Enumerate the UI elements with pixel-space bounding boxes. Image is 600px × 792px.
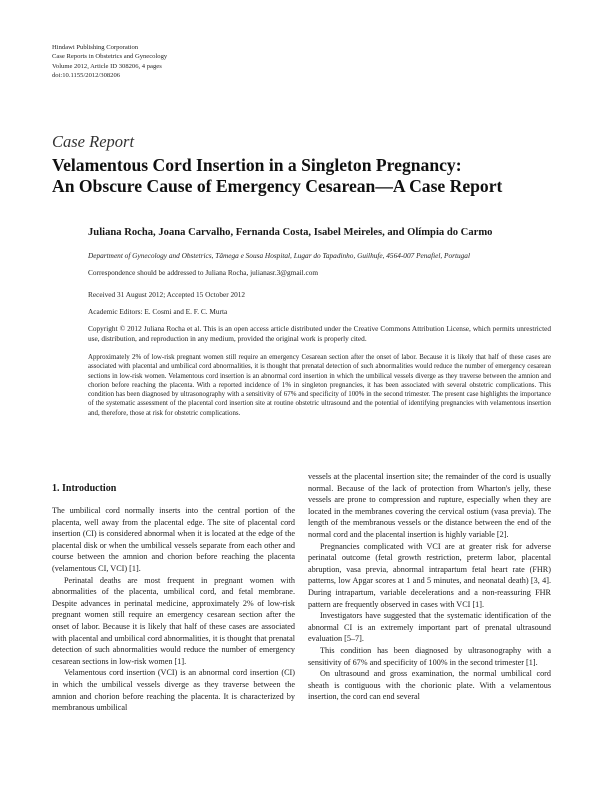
affiliation: Department of Gynecology and Obstetrics, Tâmega e Sousa Hospital, Lugar do Tapadinho, Guilhufe, 4564-007 Penafiel, Portugal — [88, 251, 470, 260]
paragraph: On ultrasound and gross examination, the normal umbilical cord sheath is contiguous with the chorionic plate. With a velamentous insertion, the cord can end several — [308, 669, 551, 702]
paragraph: Pregnancies complicated with VCI are at greater risk for adverse perinatal outcome (fetal growth restriction, preterm labor, placental abruption, vasa previa, abnormal intrapartum fetal heart rate (FHR) patterns, low Apgar scores at 1 and 5 minutes, and neonatal death) [3, 4]. During intrapartum, variable decelerations and a non-reassuring FHR pattern are frequently observed in cases with VCI [1]. — [308, 541, 551, 609]
author-list: Juliana Rocha, Joana Carvalho, Fernanda Costa, Isabel Meireles, and Olímpia do Carmo — [88, 227, 493, 238]
article-title — [52, 155, 502, 197]
doi: doi:10.1155/2012/308206 — [52, 71, 121, 79]
title-line-1: Velamentous Cord Insertion in a Singleton Pregnancy: — [52, 155, 462, 175]
paragraph: The umbilical cord normally inserts into the central portion of the placenta, well away from the placental edge. The site of placental cord insertion (CI) is considered abnormal when it is located at the edge of the placental disk or when the umbilical vessels separate from each other and course between the amnion and chorion before reaching the placenta (velamentous CI, VCI) [1]. — [52, 506, 295, 573]
body-column-right — [308, 471, 551, 703]
paragraph: Perinatal deaths are most frequent in pregnant women with abnormalities of the placenta, umbilical cord, and fetal membrane. Despite advances in perinatal medicine, approximately 2% of low-risk pregnant women still require an emergency cesarean section after the onset of labor. Because it is likely that half of these cases are associated with placental and umbilical cord abnormalities, it is thought that prenatal detection of such abnormalities would reduce the number of emergency cesarean sections in low-risk women [1]. — [52, 575, 295, 666]
correspondence: Correspondence should be addressed to Juliana Rocha, julianasr.3@gmail.com — [88, 268, 319, 277]
journal-name: Case Reports in Obstetrics and Gynecology — [52, 53, 168, 61]
paragraph: Velamentous cord insertion (VCI) is an abnormal cord insertion (CI) in which the umbilical vessels diverge as they traverse between the amnion and chorion before reaching the placenta. It is characterized by membranous umbilical — [52, 668, 295, 713]
paragraph: This condition has been diagnosed by ultrasonography with a sensitivity of 67% and specificity of 100% in the second trimester [1]. — [308, 645, 551, 667]
paragraph: Investigators have suggested that the systematic identification of the abnormal CI is an extremely important part of prenatal ultrasound evaluation [5–7]. — [308, 611, 551, 644]
article-type-label: Case Report — [52, 132, 135, 151]
paragraph: vessels at the placental insertion site; the remainder of the cord is usually normal. Because of the lack of protection from Wharton's jelly, these vessels are prone to compression and rupture, especially when they are located in the membranes covering the cervical ostium (vasa previa). The length of the membranous vessels or the distance between the end of the normal cord and the placental insertion is highly variable [2]. — [308, 472, 551, 539]
section-heading-introduction: 1. Introduction — [52, 483, 117, 494]
body-column-left — [52, 483, 295, 714]
publisher-name: Hindawi Publishing Corporation — [52, 44, 139, 51]
title-line-2: An Obscure Cause of Emergency Cesarean—A Case Report — [52, 176, 503, 196]
received-accepted-dates: Received 31 August 2012; Accepted 15 October 2012 — [88, 290, 246, 299]
journal-masthead — [52, 43, 167, 80]
academic-editors: Academic Editors: E. Cosmi and E. F. C. Murta — [88, 307, 228, 316]
abstract: Approximately 2% of low-risk pregnant women still require an emergency Cesarean section after the onset of labor. Because it is likely that half of these cases are associated with placental and umbilical cord abnormalities, it is thought that prenatal detection of such abnormalities would reduce the number of emergency cesarean sections in low-risk women. Velamentous cord insertion is an abnormal cord insertion in which the umbilical vessels diverge as they traverse between the amnion and chorion before reaching the placenta. With a reported incidence of 1% in singleton pregnancies, it has been associated with several obstetric complications. This condition has been diagnosed by ultrasonography with a sensitivity of 67% and specificity of 100% in the second trimester. The present case highlights the importance of the systematic assessment of the placental cord insertion site at routine obstetric ultrasound and the potential of identifying pregnancies with velamentous insertion and, therefore, those at risk for obstetric complications. — [88, 354, 551, 417]
volume-info: Volume 2012, Article ID 308206, 4 pages — [52, 62, 162, 70]
copyright-notice: Copyright © 2012 Juliana Rocha et al. This is an open access article distributed under the Creative Commons Attribution License, which permits unrestricted use, distribution, and reproduction in any medium, provided the original work is properly cited. — [88, 324, 551, 343]
